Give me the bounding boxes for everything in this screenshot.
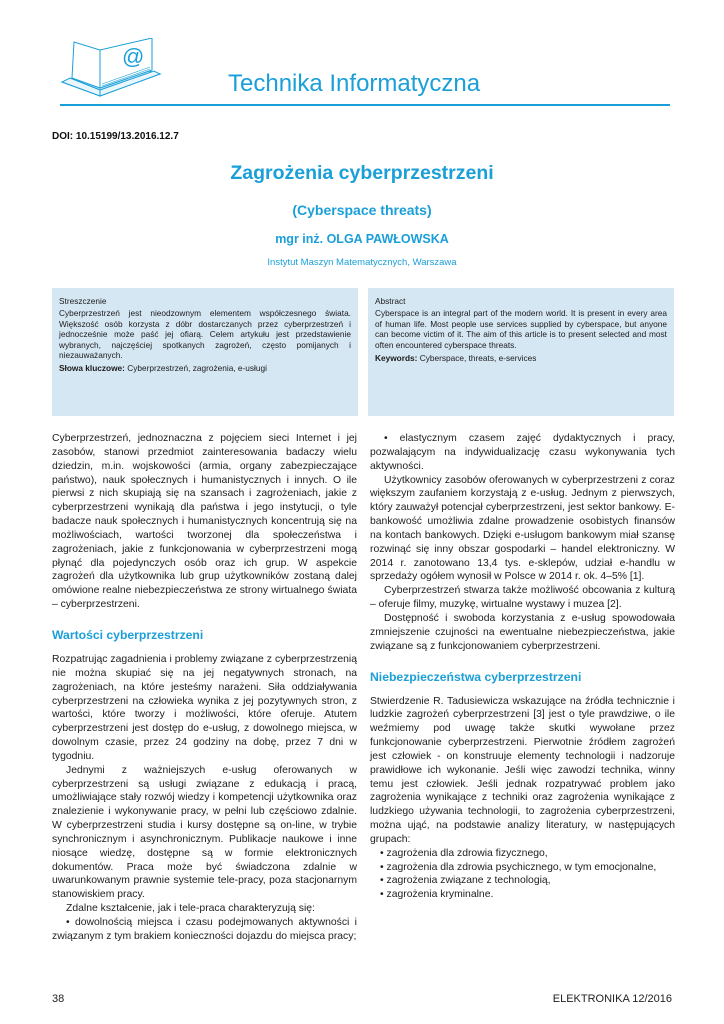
abstract-heading: Streszczenie (59, 296, 107, 306)
paragraph: Stwierdzenie R. Tadusiewicza wskazujące na źródła technicznie i ludzkie zagrożeń cyberprzestrzeni [3] jest o tyle prawdziwe, o ile weźmiemy pod uwagę także skutki wywołane przez funkcjonowanie cyberprzestrzeni. Pierwotnie źródłem zagrożeń jest człowiek - on konstruuje elementy technologii i nadzoruje prawidłowe ich wykonanie. Jeśli więc zawodzi technika, winny temu jest człowiek. Jeśli jednak rozpatrywać problem jako zagrożenia wynikające z techniki oraz zagrożenia wynikające z ludzkiego używania technologii, to zagrożenia cyberprzestrzeni, można ująć, na podstawie analizy literatury, w następujących grupach: (370, 695, 675, 845)
bullet-item: • elastycznym czasem zajęć dydaktycznych i pracy, pozwalającym na indywidualizację czasu wykonywania tych aktywności. (370, 433, 675, 472)
bullet-item: • dowolnością miejsca i czasu podejmowanych aktywności i związanym z tym brakiem konieczności dojazdu do miejsca pracy; (52, 917, 357, 942)
svg-text:@: @ (122, 44, 145, 69)
article-subtitle: (Cyberspace threats) (292, 202, 432, 218)
doi: DOI: 10.15199/13.2016.12.7 (52, 131, 179, 142)
list-item: • zagrożenia dla zdrowia psychicznego, w tym emocjonalne, (380, 861, 657, 873)
section-heading: Niebezpieczeństwa cyberprzestrzeni (370, 669, 582, 684)
header-rule (60, 104, 670, 106)
abstract-heading: Abstract (375, 296, 406, 306)
abstract-polish (52, 288, 358, 416)
keywords-label: Keywords: (375, 353, 418, 364)
paragraph: Cyberprzestrzeń stwarza także możliwość obcowania z kulturą – oferuje filmy, muzykę, wirtualne wystawy i muzea [2]. (370, 585, 675, 611)
paragraph: Dostępność i swoboda korzystania z e-usług spowodowała zmniejszenie czujności na ewentualne niebezpieczeństwa, jakie związane są z funkcjonowaniem cyberprzestrzeni. (370, 612, 675, 652)
keywords (375, 353, 667, 363)
paragraph: Rozpatrując zagadnienia i problemy związane z cyberprzestrzenią nie można skupiać się na jej negatywnych stronach, na zagrożeniach, na które jesteśmy narażeni. Siła oddziaływania cyberprzestrzeni na człowieka wynika z jej pozytywnych stron, z wartości, które tworzy i możliwości, które oferuje. Atutem cyberprzestrzeni jest dostęp do e-usług, z dowolnego miejsca, w dowolnym czasie, przez 24 godziny na dobę, przez 7 dni w tygodniu. (52, 653, 357, 762)
list-item: • zagrożenia dla zdrowia fizycznego, (380, 847, 548, 859)
page-number: 38 (52, 993, 65, 1005)
affiliation: Instytut Maszyn Matematycznych, Warszawa (267, 257, 457, 268)
journal-title: Technika Informatyczna (228, 70, 481, 97)
paragraph: Jednymi z ważniejszych e-usług oferowanych w cyberprzestrzeni są usługi związane z edukacją i pracą, umożliwiające stały rozwój wiedzy i kompetencji użytkownika oraz znalezienie i wykonywanie pracy, w pełni lub częściowo zdalnie. W cyberprzestrzeni studia i kursy dostępne są on-line, w trybie synchronicznym i asynchronicznym. Publikacje naukowe i inne niosące wiedzę, dostępne są w formie elektronicznych dokumentów. Praca może być świadczona zdalnie w uwarunkowanym prawnie systemie tele-pracy, poza stacjonarnym stanowiskiem pracy. (52, 764, 357, 901)
right-column (370, 432, 675, 902)
keywords-text: Cyberspace, threats, e-services (417, 353, 537, 364)
list-item: • zagrożenia kryminalne. (380, 889, 494, 901)
paragraph: Zdalne kształcenie, jak i tele-praca charakteryzują się: (66, 903, 315, 915)
journal-logo-icon (60, 38, 164, 100)
paragraph: Cyberprzestrzeń, jednoznaczna z pojęciem sieci Internet i jej zasobów, stanowi przedmiot zainteresowania badaczy wielu dziedzin, m.in. wojskowości (armia, organy zabezpieczające państwo), nauk społecznych i humanistycznych i innych. O ile pierwsi z nich skupiają się na szansach i zagrożeniach, jakie z cyberprzestrzeni wynikają dla państwa i jego instytucji, o tyle badacze nauk społecznych i humanistycznych koncentrują się na możliwościach, wartości tworzonej dla społeczeństwa i zagrożeniach, jakie z funkcjonowania w cyberprzestrzeni mogą płynąć dla pojedynczych osób oraz ich grup. W aspekcie zagrożeń dla użytkownika lub grup użytkowników zostaną dalej omówione realne niebezpieczeństwa ze strony wirtualnego świata – cyberprzestrzeni. (52, 433, 357, 611)
keywords-text: Cyberprzestrzeń, zagrożenia, e-usługi (124, 363, 267, 374)
keywords-label: Słowa kluczowe: (59, 363, 125, 374)
left-column (52, 432, 357, 944)
magazine-issue: ELEKTRONIKA 12/2016 (552, 993, 672, 1005)
abstract-body: Cyberspace is an integral part of the modern world. It is present in every area of human life. Most people use services supplied by cyberspace, but anyone can become victim of it. The aim of this article is to present selected and most often encountered cyberspace threats. (375, 308, 667, 350)
author: mgr inż. OLGA PAWŁOWSKA (275, 232, 449, 246)
paragraph: Użytkownicy zasobów oferowanych w cyberprzestrzeni z coraz większym zaufaniem korzystają z e-usług. Jednym z pierwszych, który zauważył potencjał cyberprzestrzeni, jest sektor bankowy. E-bankowość umożliwia zdalne prowadzenie osobistych finansów na kontach bankowych. Dzięki e-usługom bankowym miał szansę rozwinąć się inny obszar gospodarki – handel elektroniczny. W 2014 r. zanotowano 13,4 tys. e-sklepów, udział e-handlu w sprzedaży ogółem wynosił w Polsce w 2014 r. ok. 4–5% [1]. (370, 474, 675, 583)
abstract-body: Cyberprzestrzeń jest nieodzownym elementem współczesnego świata. Większość osób korzysta z dóbr dostarczanych przez cyberprzestrzeń i jednocześnie może paść jej ofiarą. Celem artykułu jest przedstawienie wybranych, najczęściej spotkanych zagrożeń, często pomijanych i niezauważanych. (59, 308, 351, 361)
list-item: • zagrożenia związane z technologią, (380, 875, 551, 887)
keywords (59, 363, 351, 373)
section-heading: Wartości cyberprzestrzeni (52, 627, 204, 642)
article-title: Zagrożenia cyberprzestrzeni (230, 162, 494, 184)
abstract-english (368, 288, 674, 416)
